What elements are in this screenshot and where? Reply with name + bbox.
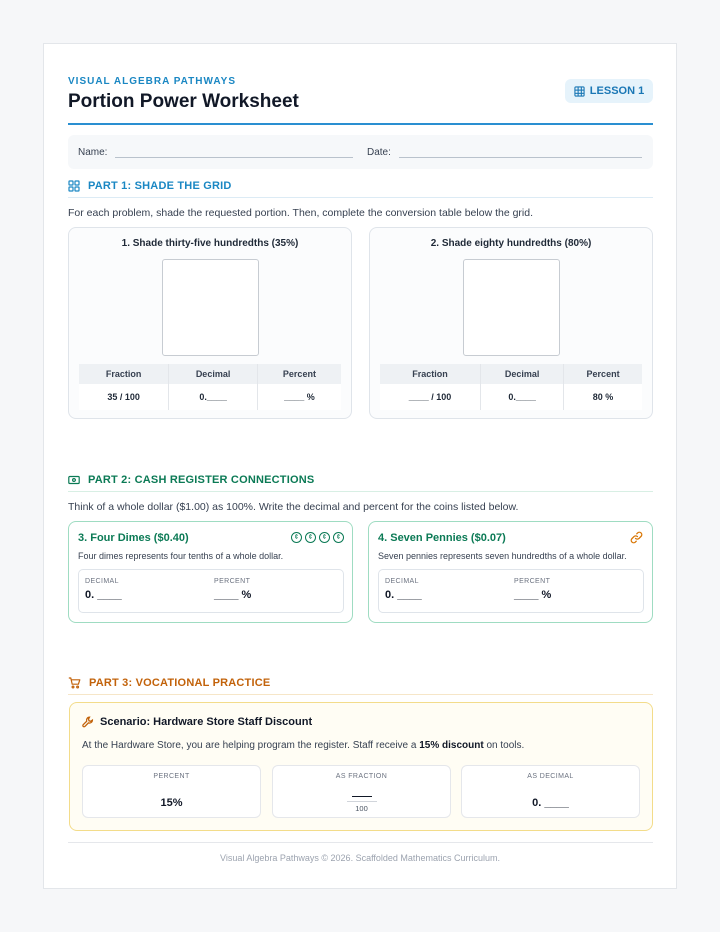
percent-field[interactable]: [514, 578, 551, 601]
fraction-answer[interactable]: ____ / 100: [380, 384, 481, 410]
date-label: Date:: [367, 147, 391, 158]
decimal-header: Decimal: [169, 364, 258, 384]
percent-label: PERCENT: [514, 578, 551, 585]
coin-card: [68, 521, 353, 623]
denominator: 100: [355, 804, 368, 813]
part2-divider: [68, 491, 653, 492]
decimal-answer[interactable]: 0.____: [481, 384, 564, 410]
dime-icon: ¢: [291, 532, 302, 543]
decimal-field[interactable]: [85, 578, 122, 601]
fraction-bar: [347, 801, 377, 802]
problem-card: [68, 227, 352, 419]
cash-icon: [68, 474, 80, 486]
problem-card: [369, 227, 653, 419]
dime-icon: ¢: [333, 532, 344, 543]
dime-icon: ¢: [319, 532, 330, 543]
fraction-cell: 35 / 100: [79, 384, 169, 410]
header-divider: [68, 123, 653, 125]
footer-text: Visual Algebra Pathways © 2026. Scaffolded Mathematics Curriculum.: [220, 853, 500, 863]
coin-description: Four dimes represents four tenths of a whole dollar.: [78, 551, 284, 561]
percent-header: Percent: [564, 364, 642, 384]
fraction-header: Fraction: [380, 364, 481, 384]
decimal-field[interactable]: [385, 578, 422, 601]
dime-icons: [291, 532, 344, 543]
coin-description: Seven pennies represents seven hundredths of a whole dollar.: [378, 551, 627, 561]
percent-blank[interactable]: ____ %: [514, 589, 552, 601]
name-field[interactable]: [115, 157, 353, 158]
percent-field[interactable]: [214, 578, 251, 601]
lesson-label: LESSON 1: [589, 85, 645, 97]
series-kicker: VISUAL ALGEBRA PATHWAYS: [68, 76, 237, 87]
answer-box: [378, 569, 644, 613]
part2-title: PART 2: CASH REGISTER CONNECTIONS: [88, 474, 315, 486]
part1-divider: [68, 197, 653, 198]
fraction-label: AS FRACTION: [335, 773, 388, 780]
part2-description: Think of a whole dollar ($1.00) as 100%. Write the decimal and percent for the coins listed below.: [68, 501, 519, 513]
decimal-label: AS DECIMAL: [527, 773, 574, 780]
percent-value: 15%: [160, 797, 183, 809]
dime-icon: ¢: [305, 532, 316, 543]
answer-box: [78, 569, 344, 613]
coin-title: 3. Four Dimes ($0.40): [78, 532, 189, 544]
part3-divider: [68, 694, 653, 695]
percent-label: PERCENT: [214, 578, 251, 585]
part1-description: For each problem, shade the requested portion. Then, complete the conversion table below the grid.: [68, 207, 534, 219]
grid-icon: [68, 180, 80, 192]
part1-title: PART 1: SHADE THE GRID: [88, 180, 232, 192]
decimal-blank[interactable]: 0. ____: [85, 589, 122, 601]
date-field[interactable]: [399, 157, 642, 158]
conversion-table: [79, 364, 341, 410]
scenario-text: At the Hardware Store, you are helping program the register. Staff receive a 15% discount on tools.: [82, 740, 525, 751]
decimal-header: Decimal: [481, 364, 564, 384]
decimal-blank[interactable]: 0. ____: [385, 589, 422, 601]
decimal-label: DECIMAL: [385, 578, 419, 585]
percent-answer-box: [82, 765, 261, 818]
hundreds-grid[interactable]: [463, 259, 560, 356]
problem-title: 1. Shade thirty-five hundredths (35%): [121, 238, 299, 249]
decimal-label: DECIMAL: [85, 578, 119, 585]
part2-heading: [68, 474, 314, 486]
footer-divider: [68, 842, 653, 843]
part3-heading: [68, 677, 270, 689]
scenario-heading: [82, 716, 312, 728]
lesson-badge: [565, 79, 653, 103]
numerator-blank[interactable]: [352, 796, 372, 797]
name-label: Name:: [78, 147, 108, 158]
page-title: Portion Power Worksheet: [68, 91, 299, 112]
table-icon: [574, 86, 585, 97]
worksheet-page: [43, 43, 677, 889]
problem-title: 2. Shade eighty hundredths (80%): [430, 238, 592, 249]
part3-title: PART 3: VOCATIONAL PRACTICE: [89, 677, 271, 689]
link-icon: [630, 531, 643, 544]
fraction-answer-box: [272, 765, 451, 818]
part1-heading: [68, 180, 232, 192]
decimal-blank[interactable]: 0. ____: [532, 797, 569, 809]
scenario-title: Scenario: Hardware Store Staff Discount: [100, 716, 313, 728]
name-date-bar: [68, 135, 653, 169]
wrench-icon: [82, 716, 94, 728]
percent-cell: 80 %: [564, 384, 642, 410]
hundreds-grid[interactable]: [162, 259, 259, 356]
percent-header: Percent: [257, 364, 341, 384]
decimal-answer[interactable]: 0.____: [169, 384, 258, 410]
percent-answer[interactable]: ____ %: [257, 384, 341, 410]
fraction-header: Fraction: [79, 364, 169, 384]
percent-label: PERCENT: [153, 773, 190, 780]
conversion-table: [380, 364, 642, 410]
decimal-answer-box: [461, 765, 640, 818]
cart-icon: [68, 677, 81, 689]
percent-blank[interactable]: ____ %: [214, 589, 252, 601]
coin-title: 4. Seven Pennies ($0.07): [378, 532, 506, 544]
scenario-card: [69, 702, 653, 831]
coin-card: [368, 521, 653, 623]
